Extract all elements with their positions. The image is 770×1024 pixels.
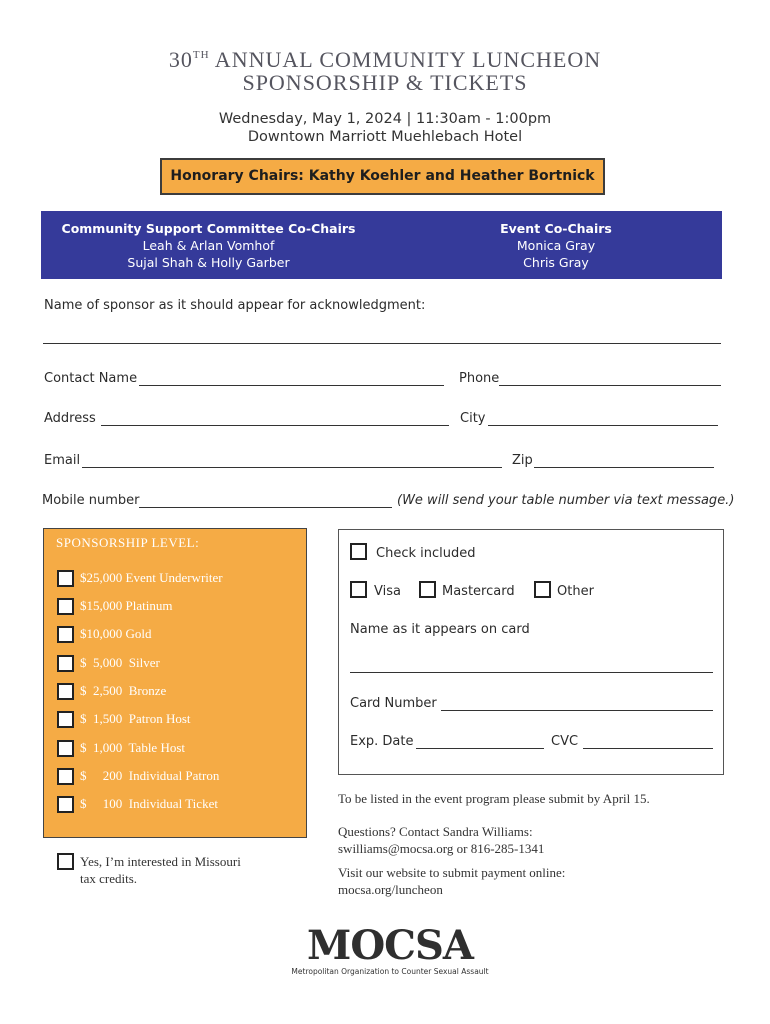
sponsor-name-field[interactable] (43, 343, 721, 344)
checkbox[interactable] (57, 711, 74, 728)
website-line: Visit our website to submit payment online: (338, 865, 566, 880)
sponsorship-option-label: $25,000 Event Underwriter (80, 570, 223, 585)
sponsorship-option-label: $15,000 Platinum (80, 598, 173, 613)
mobile-label: Mobile number (42, 493, 140, 508)
phone-field[interactable] (499, 385, 721, 386)
tax-credit-line: Yes, I’m interested in Missouri (80, 854, 241, 869)
sponsor-name-label: Name of sponsor as it should appear for acknowledgment: (44, 298, 426, 313)
exp-date-field[interactable] (416, 748, 544, 749)
tax-credit-line: tax credits. (80, 871, 138, 886)
city-field[interactable] (488, 425, 718, 426)
sponsorship-option-label: $ 5,000 Silver (80, 655, 160, 670)
committee-name: Sujal Shah & Holly Garber (127, 255, 290, 270)
other-checkbox[interactable] (534, 581, 551, 598)
address-label: Address (44, 411, 96, 426)
committee-co-chairs (61, 220, 356, 271)
committee-heading: Community Support Committee Co-Chairs (61, 221, 356, 236)
title-number: 30 (168, 47, 193, 72)
mastercard-checkbox[interactable] (419, 581, 436, 598)
event-co-chairs (471, 220, 641, 271)
check-included-checkbox[interactable] (350, 543, 367, 560)
questions-contact (338, 823, 544, 857)
address-field[interactable] (101, 425, 449, 426)
event-date: Wednesday, May 1, 2024 | 11:30am - 1:00pm (218, 111, 552, 127)
card-number-field[interactable] (441, 710, 713, 711)
sponsorship-option-label: $ 100 Individual Ticket (80, 796, 218, 811)
mastercard-label: Mastercard (442, 584, 515, 599)
visa-checkbox[interactable] (350, 581, 367, 598)
visa-label: Visa (374, 584, 401, 599)
checkbox[interactable] (57, 768, 74, 785)
contact-name-field[interactable] (139, 385, 444, 386)
check-included-label: Check included (376, 546, 476, 561)
zip-field[interactable] (534, 467, 714, 468)
honorary-chairs-banner: Honorary Chairs: Kathy Koehler and Heather Bortnick (160, 158, 605, 195)
title-superscript: TH (192, 49, 210, 61)
card-number-label: Card Number (350, 696, 437, 711)
website-link[interactable]: mocsa.org/luncheon (338, 882, 443, 897)
sponsorship-option-label: $ 1,000 Table Host (80, 740, 186, 755)
cvc-label: CVC (551, 734, 579, 749)
program-deadline-note: To be listed in the event program please submit by April 15. (338, 791, 650, 806)
checkbox[interactable] (57, 598, 74, 615)
title-text: ANNUAL COMMUNITY LUNCHEON (209, 47, 602, 72)
questions-contact-info[interactable]: swilliams@mocsa.org or 816-285-1341 (338, 841, 545, 856)
committee-band (41, 211, 722, 279)
committee-name: Leah & Arlan Vomhof (142, 238, 275, 253)
checkbox[interactable] (57, 570, 74, 587)
sponsorship-heading: SPONSORSHIP LEVEL: (56, 535, 200, 550)
sponsorship-option-label: $10,000 Gold (80, 626, 152, 641)
questions-line: Questions? Contact Sandra Williams: (338, 824, 533, 839)
sponsorship-option-label: $ 200 Individual Patron (80, 768, 220, 783)
mocsa-logo: MOCSA (307, 922, 473, 969)
mocsa-tagline: Metropolitan Organization to Counter Sexual Assault (291, 967, 489, 976)
phone-label: Phone (459, 371, 500, 386)
sponsorship-level-box (43, 528, 307, 838)
exp-date-label: Exp. Date (350, 734, 414, 749)
page-subtitle: SPONSORSHIP & TICKETS (242, 70, 528, 95)
event-co-chair-name: Monica Gray (516, 238, 596, 253)
checkbox[interactable] (57, 626, 74, 643)
checkbox[interactable] (57, 740, 74, 757)
payment-box (338, 529, 724, 775)
mobile-note: (We will send your table number via text message.) (397, 493, 735, 508)
name-on-card-field[interactable] (350, 672, 713, 673)
website-note (338, 864, 565, 898)
event-venue: Downtown Marriott Muehlebach Hotel (247, 129, 523, 145)
zip-label: Zip (512, 453, 533, 468)
checkbox[interactable] (57, 655, 74, 672)
cvc-field[interactable] (583, 748, 713, 749)
email-label: Email (44, 453, 81, 468)
tax-credit-label (80, 853, 241, 887)
tax-credit-checkbox[interactable] (57, 853, 74, 870)
event-co-chairs-heading: Event Co-Chairs (500, 221, 612, 236)
sponsorship-option-label: $ 1,500 Patron Host (80, 711, 191, 726)
mobile-field[interactable] (139, 507, 392, 508)
contact-name-label: Contact Name (44, 371, 138, 386)
event-co-chair-name: Chris Gray (523, 255, 589, 270)
sponsorship-option-label: $ 2,500 Bronze (80, 683, 167, 698)
email-field[interactable] (82, 467, 502, 468)
checkbox[interactable] (57, 796, 74, 813)
city-label: City (460, 411, 486, 426)
other-label: Other (557, 584, 594, 599)
name-on-card-label: Name as it appears on card (350, 622, 530, 637)
checkbox[interactable] (57, 683, 74, 700)
